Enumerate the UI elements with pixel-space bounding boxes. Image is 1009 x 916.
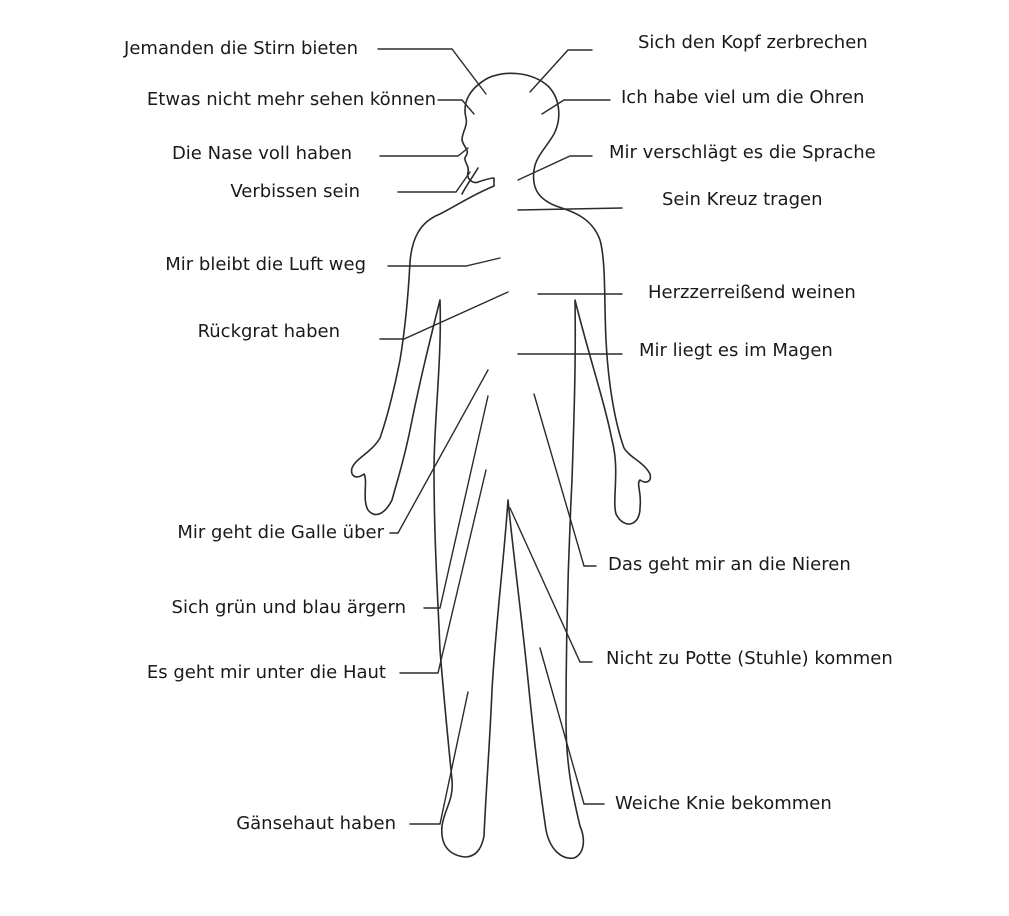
label-nieren: Das geht mir an die Nieren <box>608 554 851 575</box>
leader-ohren <box>542 100 610 114</box>
label-potte: Nicht zu Potte (Stuhle) kommen <box>606 648 893 669</box>
label-knie: Weiche Knie bekommen <box>615 793 832 814</box>
leader-luft <box>388 258 500 266</box>
label-gaensehaut: Gänsehaut haben <box>236 813 396 834</box>
leader-rueckgrat <box>380 292 508 339</box>
leader-nieren <box>534 394 596 566</box>
leader-haut <box>400 470 486 673</box>
leader-kreuz <box>518 208 622 210</box>
label-gruen: Sich grün und blau ärgern <box>171 597 406 618</box>
label-kreuz: Sein Kreuz tragen <box>662 189 823 210</box>
label-verbissen: Verbissen sein <box>230 181 360 202</box>
leader-verbissen <box>398 172 470 192</box>
leader-kopf <box>530 50 592 92</box>
label-herz: Herzzerreißend weinen <box>648 282 856 303</box>
leader-nase <box>380 148 468 156</box>
label-luft: Mir bleibt die Luft weg <box>165 254 366 275</box>
body-outline <box>352 73 651 858</box>
label-kopf: Sich den Kopf zerbrechen <box>638 32 868 53</box>
leader-potte <box>510 508 592 662</box>
label-galle: Mir geht die Galle über <box>177 522 384 543</box>
label-sprache: Mir verschlägt es die Sprache <box>609 142 876 163</box>
label-rueckgrat: Rückgrat haben <box>197 321 340 342</box>
leader-stirn <box>378 49 486 94</box>
label-nase: Die Nase voll haben <box>171 143 352 164</box>
label-stirn: Jemanden die Stirn bieten <box>124 38 358 59</box>
label-magen: Mir liegt es im Magen <box>639 340 833 361</box>
leader-sprache <box>518 156 592 180</box>
label-ohren: Ich habe viel um die Ohren <box>621 87 865 108</box>
leader-sehen <box>438 100 474 114</box>
leader-gaensehaut <box>410 692 468 824</box>
label-sehen: Etwas nicht mehr sehen können <box>146 89 436 110</box>
label-haut: Es geht mir unter die Haut <box>146 662 386 683</box>
leader-knie <box>540 648 604 804</box>
